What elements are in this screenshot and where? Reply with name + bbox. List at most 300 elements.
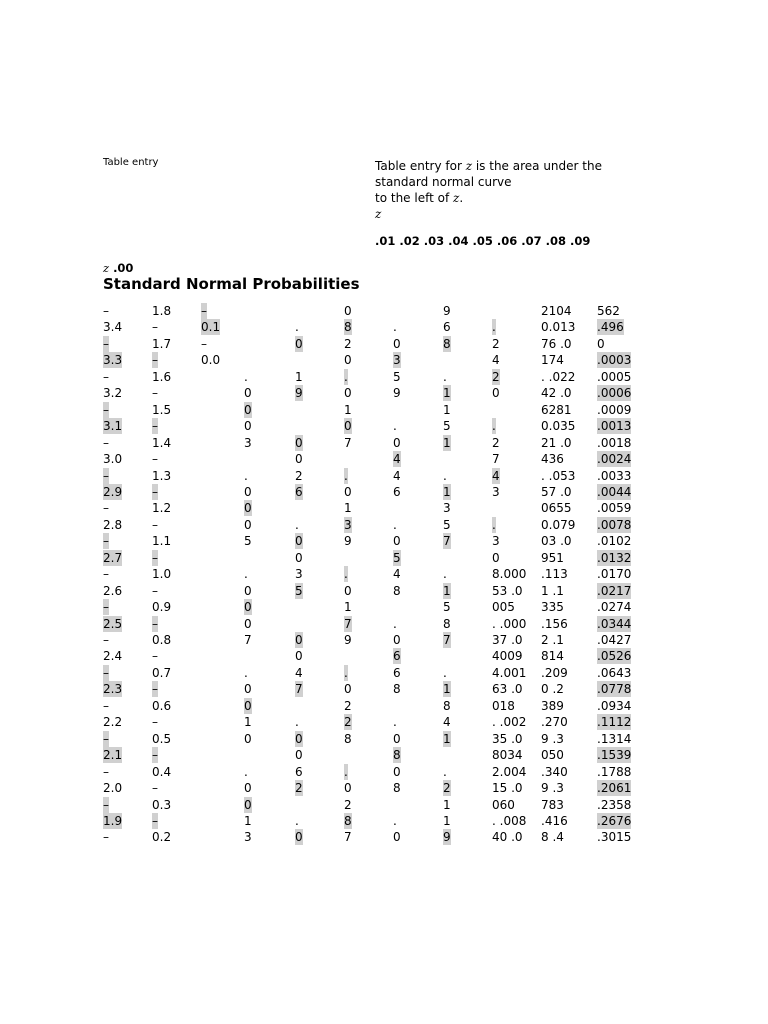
table-cell: 2 .1: [541, 633, 564, 647]
table-cell: .0005: [597, 369, 632, 384]
caption-z-1: z: [465, 159, 473, 173]
table-cell: 3: [492, 484, 500, 499]
table-entry-label: Table entry: [103, 157, 159, 168]
table-cell: 0: [295, 830, 303, 845]
table-cell: 8: [344, 320, 352, 335]
table-cell: .270: [541, 715, 568, 730]
table-cell: .: [244, 764, 248, 779]
table-cell: 8: [443, 336, 451, 351]
table-cell: 3: [393, 353, 401, 368]
table-cell: –: [152, 517, 158, 532]
table-cell: 7: [443, 534, 451, 549]
table-cell: .: [244, 567, 248, 582]
table-cell: .: [295, 320, 299, 335]
table-cell: 8: [393, 682, 401, 697]
caption-text-2b: .: [459, 191, 464, 205]
table-cell: 050: [541, 748, 564, 763]
table-cell: 1: [443, 731, 451, 746]
table-cell: 1.6: [152, 369, 172, 384]
table-cell: 8: [393, 748, 401, 763]
table-cell: 5: [393, 369, 401, 384]
table-cell: 0.013: [541, 320, 576, 335]
table-cell: 15 .0: [492, 781, 523, 796]
table-cell: 6: [393, 665, 401, 680]
table-cell: –: [103, 402, 109, 417]
table-cell: .: [492, 517, 496, 532]
caption-z-3: z: [375, 207, 382, 221]
table-cell: 3: [244, 435, 252, 450]
table-cell: –: [152, 682, 158, 697]
table-cell: –: [103, 304, 109, 318]
table-cell: 0: [597, 336, 605, 351]
table-cell: 57 .0: [541, 484, 572, 499]
table-cell: –: [152, 484, 158, 499]
table-cell: 1: [344, 600, 352, 615]
table-cell: 37 .0: [492, 633, 523, 647]
table-cell: .0044: [597, 484, 632, 499]
table-cell: 1: [443, 484, 451, 499]
table-cell: 1.1: [152, 534, 172, 549]
table-cell: .: [244, 665, 248, 680]
table-cell: 3: [492, 534, 500, 549]
table-cell: 1: [344, 501, 352, 516]
table-cell: 018: [492, 698, 515, 713]
table-cell: 4009: [492, 649, 523, 664]
table-cell: .0024: [597, 452, 632, 467]
table-cell: .: [393, 419, 397, 434]
table-cell: 1.4: [152, 435, 172, 450]
table-cell: 6281: [541, 402, 572, 417]
table-cell: 814: [541, 649, 564, 664]
table-cell: .1539: [597, 748, 632, 763]
table-cell: 0: [295, 435, 303, 450]
table-cell: 0: [393, 534, 401, 549]
table-cell: 1: [295, 369, 303, 384]
table-cell: 1: [443, 386, 451, 401]
caption-text-1b: is the area under the standard normal curve: [375, 159, 602, 189]
table-cell: 8034: [492, 748, 523, 763]
table-cell: 4: [393, 452, 401, 467]
table-cell: 0: [295, 534, 303, 549]
table-cell: –: [103, 336, 109, 351]
table-cell: 0: [295, 649, 303, 664]
table-cell: –: [152, 583, 158, 598]
table-cell: 9: [393, 386, 401, 401]
table-cell: 8 .4: [541, 830, 564, 845]
table-cell: 4: [492, 353, 500, 368]
table-cell: 21 .0: [541, 435, 572, 450]
table-cell: 0: [393, 830, 401, 845]
table-cell: 3: [344, 517, 352, 532]
table-cell: .: [295, 517, 299, 532]
table-cell: 0: [393, 435, 401, 450]
table-cell: 5: [244, 534, 252, 549]
table-cell: 0: [344, 304, 352, 318]
table-cell: 005: [492, 600, 515, 615]
table-cell: –: [103, 665, 109, 680]
table-cell: 0.4: [152, 764, 172, 779]
table-cell: 0.3: [152, 797, 172, 812]
table-cell: 9: [443, 830, 451, 845]
table-cell: 0.9: [152, 600, 172, 615]
table-cell: .416: [541, 813, 568, 828]
table-cell: 2.7: [103, 550, 123, 565]
table-cell: 1: [244, 715, 252, 730]
table-cell: 3.3: [103, 353, 123, 368]
table-cell: –: [201, 304, 207, 318]
table-cell: 6: [295, 484, 303, 499]
table-cell: 5: [393, 550, 401, 565]
table-cell: 0.035: [541, 419, 576, 434]
table-cell: 42 .0: [541, 386, 572, 401]
table-cell: –: [152, 781, 158, 796]
table-cell: –: [103, 567, 109, 582]
table-cell: 2: [344, 698, 352, 713]
table-cell: –: [103, 600, 109, 615]
table-cell: 9: [443, 304, 451, 318]
table-cell: .0934: [597, 698, 632, 713]
table-cell: .0217: [597, 583, 632, 598]
table-cell: 8: [393, 781, 401, 796]
table-cell: 2.004: [492, 764, 527, 779]
table-cell: .0013: [597, 419, 632, 434]
table-cell: 6: [443, 320, 451, 335]
table-cell: 951: [541, 550, 564, 565]
table-cell: .: [443, 665, 447, 680]
table-cell: 0: [244, 781, 252, 796]
table-cell: .209: [541, 665, 568, 680]
table-cell: 0: [393, 764, 401, 779]
table-cell: 40 .0: [492, 830, 523, 845]
table-cell: .0274: [597, 600, 632, 615]
table-cell: 0 .2: [541, 682, 564, 697]
table-cell: 0.6: [152, 698, 172, 713]
table-cell: 53 .0: [492, 583, 523, 598]
table-cell: 1.3: [152, 468, 172, 483]
table-cell: .0778: [597, 682, 632, 697]
table-cell: 0: [393, 336, 401, 351]
table-cell: 0.1: [201, 320, 221, 335]
table-cell: 1: [443, 813, 451, 828]
table-cell: 4: [393, 468, 401, 483]
table-cell: . .053: [541, 468, 576, 483]
table-cell: 1.0: [152, 567, 172, 582]
table-cell: 3: [244, 830, 252, 845]
table-cell: –: [103, 369, 109, 384]
table-cell: 1: [443, 797, 451, 812]
table-cell: 6: [295, 764, 303, 779]
table-cell: .: [344, 665, 348, 680]
table-cell: 0.079: [541, 517, 576, 532]
table-cell: 4: [295, 665, 303, 680]
table-cell: .: [393, 320, 397, 335]
table-cell: 8: [443, 616, 451, 631]
table-cell: –: [103, 731, 109, 746]
table-cell: 2.3: [103, 682, 123, 697]
table-cell: .: [393, 517, 397, 532]
caption-text-2: to the left of: [375, 191, 453, 205]
table-cell: .: [244, 468, 248, 483]
table-cell: 6: [393, 649, 401, 664]
table-cell: 2104: [541, 304, 572, 318]
table-cell: 2.5: [103, 616, 123, 631]
table-cell: 0: [344, 781, 352, 796]
table-cell: 2: [344, 715, 352, 730]
table-cell: 2: [443, 781, 451, 796]
table-cell: 1.7: [152, 336, 172, 351]
table-cell: 2: [344, 336, 352, 351]
table-cell: .0643: [597, 665, 632, 680]
table-cell: 0: [295, 633, 303, 647]
table-cell: 0: [344, 419, 352, 434]
table-cell: 436: [541, 452, 564, 467]
table-cell: 0: [244, 517, 252, 532]
table-cell: 1: [443, 402, 451, 417]
table-cell: .: [344, 764, 348, 779]
table-cell: 7: [443, 633, 451, 647]
table-cell: 7: [344, 616, 352, 631]
table-cell: 4: [393, 567, 401, 582]
table-cell: 1: [443, 583, 451, 598]
table-cell: 174: [541, 353, 564, 368]
table-cell: –: [152, 353, 158, 368]
table-cell: 0: [244, 386, 252, 401]
table-cell: 2.1: [103, 748, 123, 763]
table-cell: 2: [492, 435, 500, 450]
table-cell: 9: [295, 386, 303, 401]
table-cell: .156: [541, 616, 568, 631]
table-cell: 5: [443, 517, 451, 532]
table-cell: 2.9: [103, 484, 123, 499]
table-cell: –: [152, 550, 158, 565]
table-cell: 0655: [541, 501, 572, 516]
table-cell: 2: [492, 336, 500, 351]
table-cell: 3.2: [103, 386, 123, 401]
table-cell: 1.8: [152, 304, 172, 318]
table-cell: 8: [344, 813, 352, 828]
table-cell: 0: [295, 731, 303, 746]
table-cell: 4: [443, 715, 451, 730]
table-cell: 2.4: [103, 649, 123, 664]
page-title: Standard Normal Probabilities: [103, 275, 360, 293]
table-cell: 2.2: [103, 715, 123, 730]
table-cell: .: [344, 369, 348, 384]
table-cell: .0526: [597, 649, 632, 664]
table-cell: 2.8: [103, 517, 123, 532]
table-cell: 2.6: [103, 583, 123, 598]
table-cell: .: [393, 715, 397, 730]
table-cell: 8.000: [492, 567, 527, 582]
table-cell: . .000: [492, 616, 527, 631]
table-cell: –: [201, 336, 207, 351]
table-cell: 63 .0: [492, 682, 523, 697]
table-cell: –: [152, 419, 158, 434]
table-cell: 03 .0: [541, 534, 572, 549]
table-cell: .: [492, 419, 496, 434]
table-cell: –: [152, 748, 158, 763]
table-cell: .496: [597, 320, 624, 335]
table-cell: 0: [344, 353, 352, 368]
table-cell: 0: [295, 748, 303, 763]
table-cell: .1112: [597, 715, 632, 730]
table-cell: 0: [244, 419, 252, 434]
table-cell: –: [152, 715, 158, 730]
table-cell: 7: [344, 435, 352, 450]
table-cell: .0344: [597, 616, 632, 631]
table-cell: 0.7: [152, 665, 172, 680]
table-cell: 3: [295, 567, 303, 582]
table-cell: 389: [541, 698, 564, 713]
table-cell: 3.4: [103, 320, 123, 335]
table-cell: 0: [492, 550, 500, 565]
table-cell: 1: [244, 813, 252, 828]
table-cell: 335: [541, 600, 564, 615]
table-cell: –: [152, 386, 158, 401]
table-cell: 0: [344, 682, 352, 697]
table-cell: 562: [597, 304, 620, 318]
table-cell: .0078: [597, 517, 632, 532]
table-cell: .0102: [597, 534, 632, 549]
table-cell: .2676: [597, 813, 632, 828]
table-cell: 4.001: [492, 665, 527, 680]
table-cell: 783: [541, 797, 564, 812]
table-cell: 1.5: [152, 402, 172, 417]
table-cell: –: [152, 649, 158, 664]
table-cell: 9: [344, 534, 352, 549]
table-cell: .: [492, 320, 496, 335]
table-cell: –: [152, 616, 158, 631]
table-cell: 0: [295, 336, 303, 351]
caption-text-1: Table entry for: [375, 159, 466, 173]
table-cell: 8: [344, 731, 352, 746]
table-cell: 1: [344, 402, 352, 417]
table-cell: 7: [295, 682, 303, 697]
table-cell: .0170: [597, 567, 632, 582]
table-cell: .0427: [597, 633, 632, 647]
table-cell: –: [152, 813, 158, 828]
table-cell: .0006: [597, 386, 632, 401]
table-cell: .: [393, 616, 397, 631]
table-cell: .: [295, 715, 299, 730]
table-cell: .113: [541, 567, 568, 582]
table-cell: 5: [443, 419, 451, 434]
table-cell: .0003: [597, 353, 632, 368]
table-cell: .340: [541, 764, 568, 779]
table-cell: 2: [344, 797, 352, 812]
table-cell: –: [103, 698, 109, 713]
table-cell: .2358: [597, 797, 632, 812]
table-cell: –: [152, 320, 158, 335]
table-cell: 0: [244, 484, 252, 499]
column-headers: .01 .02 .03 .04 .05 .06 .07 .08 .09: [375, 234, 591, 248]
table-cell: 1.9: [103, 813, 123, 828]
table-cell: 1: [443, 435, 451, 450]
table-cell: –: [103, 501, 109, 516]
table-cell: .0059: [597, 501, 632, 516]
table-cell: 35 .0: [492, 731, 523, 746]
table-cell: 1.2: [152, 501, 172, 516]
table-cell: 0: [244, 797, 252, 812]
table-cell: . .002: [492, 715, 527, 730]
table-cell: 0: [244, 616, 252, 631]
table-cell: 1: [443, 682, 451, 697]
table-cell: 5: [443, 600, 451, 615]
table-cell: .0018: [597, 435, 632, 450]
table-cell: 0: [244, 698, 252, 713]
table-cell: 0: [244, 402, 252, 417]
table-cell: .: [295, 813, 299, 828]
table-cell: 0: [344, 583, 352, 598]
table-cell: 1 .1: [541, 583, 564, 598]
row-header-z: z: [103, 261, 110, 275]
table-cell: .: [344, 468, 348, 483]
table-cell: 9 .3: [541, 731, 564, 746]
table-cell: 2: [295, 781, 303, 796]
row-header: [103, 261, 133, 275]
table-cell: –: [103, 435, 109, 450]
table-cell: .: [443, 567, 447, 582]
table-cell: .0132: [597, 550, 632, 565]
table-cell: –: [103, 468, 109, 483]
table-cell: .: [344, 567, 348, 582]
table-cell: 8: [393, 583, 401, 598]
table-cell: 0: [244, 682, 252, 697]
table-cell: 0: [244, 583, 252, 598]
table-cell: 7: [492, 452, 500, 467]
table-cell: 0: [393, 731, 401, 746]
table-cell: 0: [244, 501, 252, 516]
table-cell: 0: [344, 484, 352, 499]
table-cell: .1314: [597, 731, 632, 746]
table-cell: 0: [492, 386, 500, 401]
table-cell: 0: [244, 600, 252, 615]
table-cell: –: [103, 633, 109, 647]
table-cell: .0033: [597, 468, 632, 483]
table-cell: .2061: [597, 781, 632, 796]
table-cell: –: [103, 830, 109, 845]
table-cell: 3.1: [103, 419, 123, 434]
table-cell: 0.0: [201, 353, 221, 368]
table-cell: . .022: [541, 369, 576, 384]
table-cell: 3.0: [103, 452, 123, 467]
table-cell: 7: [344, 830, 352, 845]
table-cell: 2: [492, 369, 500, 384]
table-cell: 9 .3: [541, 781, 564, 796]
table-cell: 0: [344, 386, 352, 401]
table-cell: 3: [443, 501, 451, 516]
table-cell: .: [443, 468, 447, 483]
table-cell: .0009: [597, 402, 632, 417]
table-cell: 0.8: [152, 633, 172, 647]
table-cell: .: [443, 369, 447, 384]
table-cell: 2.0: [103, 781, 123, 796]
table-cell: 0: [244, 731, 252, 746]
table-cell: 9: [344, 633, 352, 647]
table-cell: .: [443, 764, 447, 779]
caption: [375, 158, 625, 222]
table-cell: .3015: [597, 830, 632, 845]
table-cell: 0.5: [152, 731, 172, 746]
table-cell: –: [103, 797, 109, 812]
table-cell: .: [244, 369, 248, 384]
row-header-col: .00: [109, 261, 134, 275]
table-cell: 76 .0: [541, 336, 572, 351]
table-cell: 060: [492, 797, 515, 812]
table-cell: 2: [295, 468, 303, 483]
table-cell: 0.2: [152, 830, 172, 845]
table-cell: .: [393, 813, 397, 828]
table-cell: 0: [295, 452, 303, 467]
